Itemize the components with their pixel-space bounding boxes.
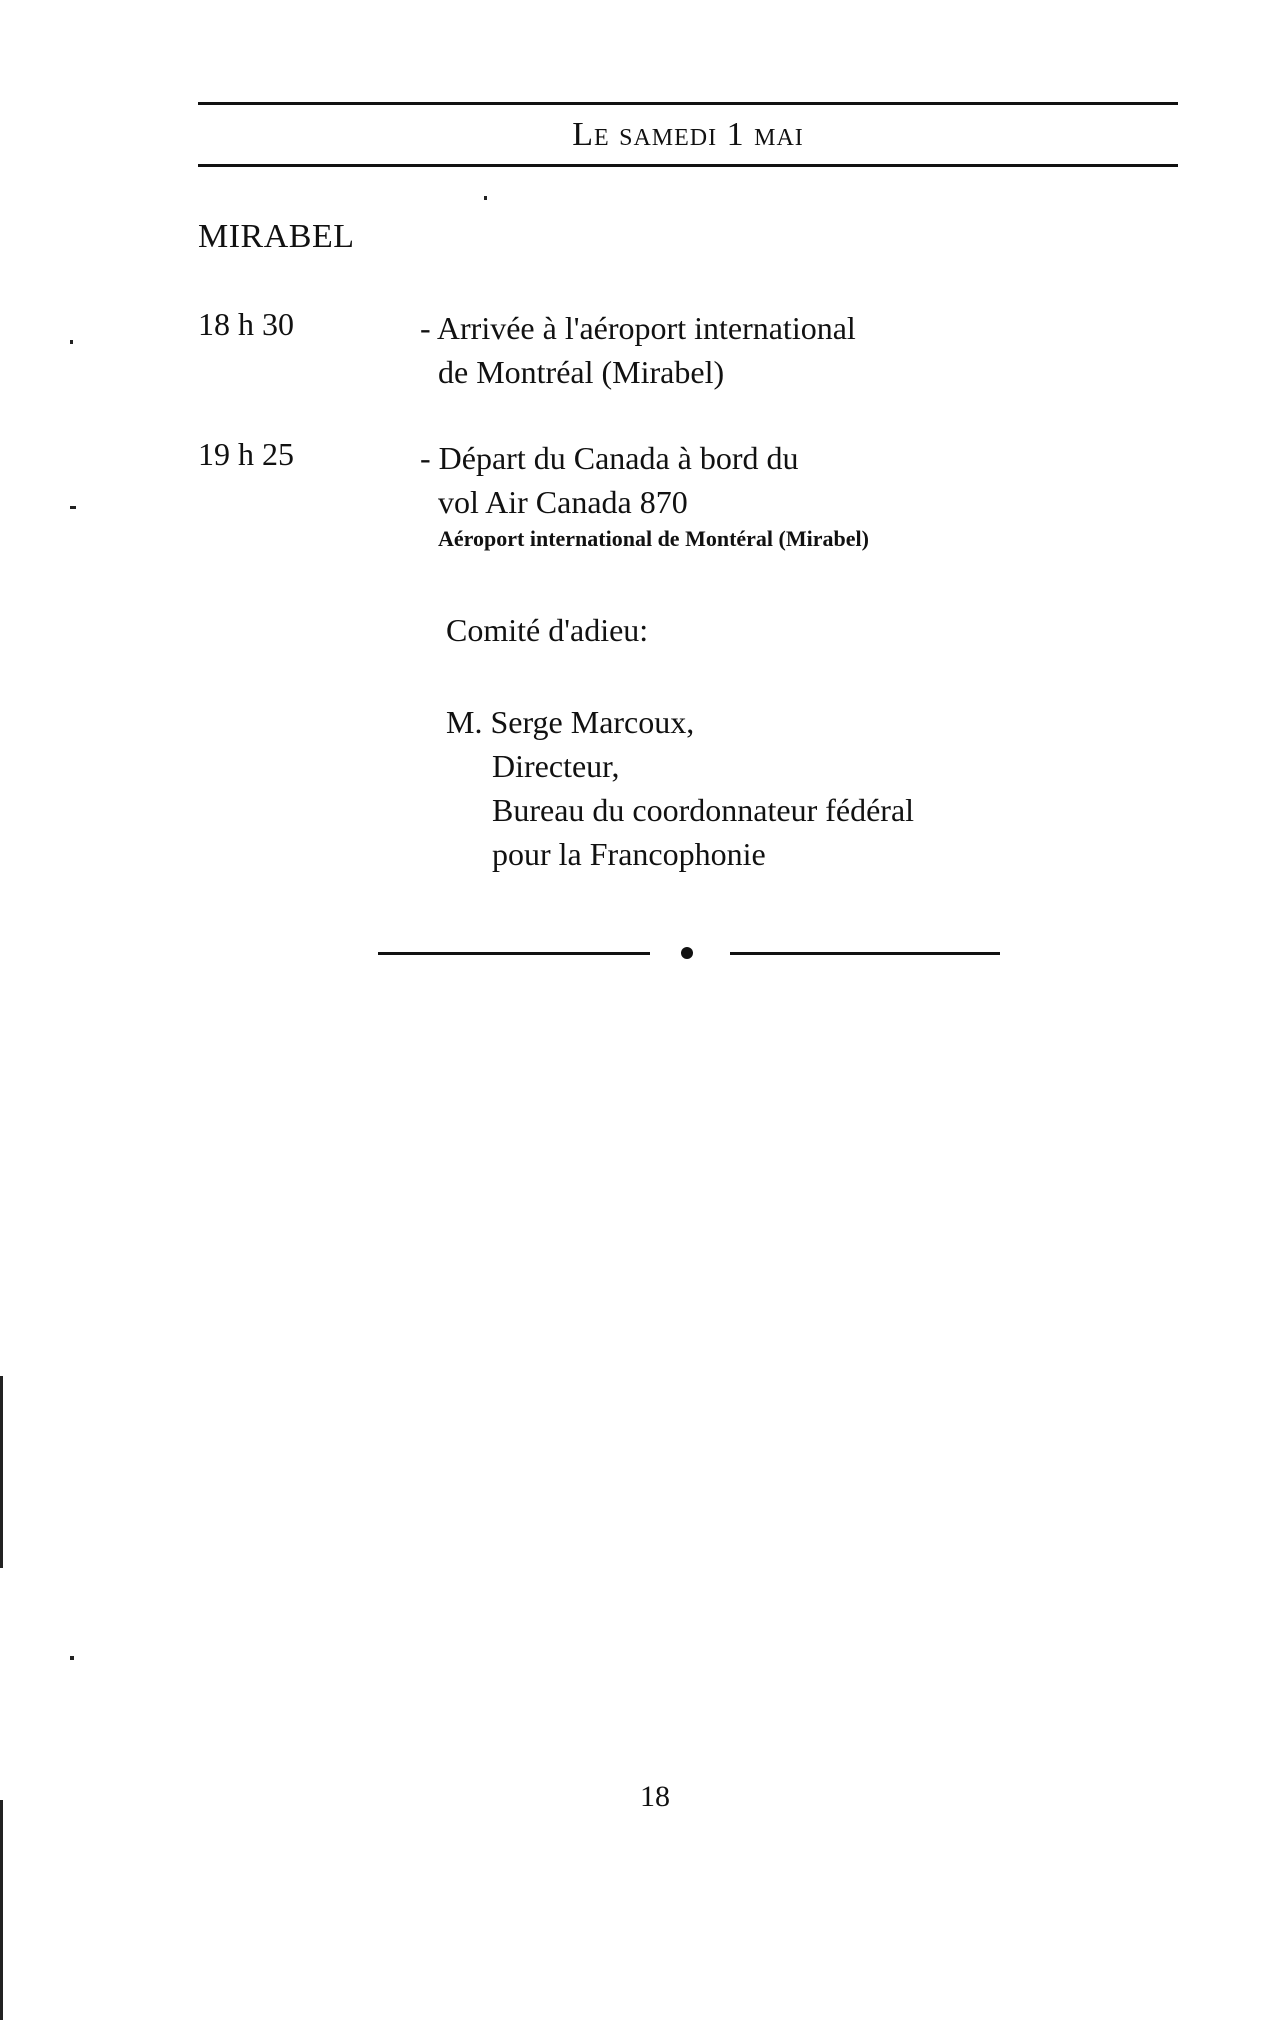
entry-description xyxy=(420,436,1200,554)
separator-dot xyxy=(681,947,693,959)
farewell-label xyxy=(446,608,1226,652)
section-separator xyxy=(378,943,1000,963)
member-title: Directeur, xyxy=(492,748,620,784)
entry-line: de Montréal (Mirabel) xyxy=(438,354,725,390)
entry-line: - Arrivée à l'aéroport international xyxy=(420,310,856,346)
member-office: pour la Francophonie xyxy=(492,836,766,872)
farewell-label-text: Comité d'adieu: xyxy=(446,612,649,648)
entry-description xyxy=(420,306,1200,394)
separator-line-right xyxy=(730,952,1000,955)
entry-line: - Départ du Canada à bord du xyxy=(420,440,799,476)
separator-line-left xyxy=(378,952,650,955)
scan-edge-mark xyxy=(0,1376,3,1568)
scan-speck xyxy=(70,506,76,509)
header-top-rule xyxy=(198,102,1178,105)
entry-line: vol Air Canada 870 xyxy=(438,484,688,520)
entry-time: 19 h 25 xyxy=(198,436,294,472)
member-office: Bureau du coordonnateur fédéral xyxy=(492,792,915,828)
scan-speck xyxy=(70,340,73,344)
member-name: M. Serge Marcoux, xyxy=(446,704,695,740)
scan-speck xyxy=(70,1656,74,1660)
page-number: 18 xyxy=(640,1780,670,1813)
entry-time: 18 h 30 xyxy=(198,306,294,342)
entry-location: Aéroport international de Montéral (Mirabel) xyxy=(438,526,869,551)
header-bottom-rule xyxy=(198,164,1178,167)
page-heading: Le samedi 1 mai xyxy=(572,116,804,153)
farewell-member xyxy=(446,700,1226,876)
scan-speck xyxy=(484,196,487,200)
scan-edge-mark xyxy=(0,1800,3,2020)
section-title: MIRABEL xyxy=(198,218,355,255)
